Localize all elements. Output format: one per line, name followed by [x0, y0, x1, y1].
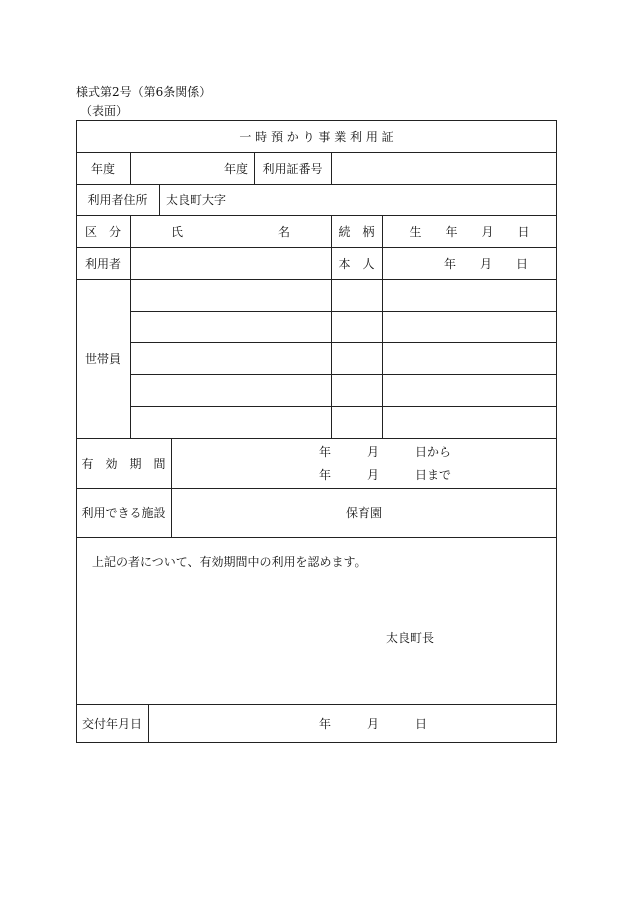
cert-number-label: 利用証番号: [262, 161, 323, 176]
approval-text: 上記の者について、有効期間中の利用を認めます。: [92, 554, 367, 569]
user-birth: 年 月 日: [444, 256, 529, 271]
col-birth: 生 年 月 日: [409, 224, 530, 239]
form-number: 様式第2号（第6条関係）: [76, 85, 212, 99]
side-label: （表面）: [80, 104, 129, 118]
row-divider: [130, 311, 557, 312]
row-divider: [130, 406, 557, 407]
user-relation: 本 人: [338, 256, 375, 271]
validity-label: 有 効 期 間: [81, 456, 166, 471]
issue-date-label: 交付年月日: [81, 717, 142, 731]
col-divider: [130, 152, 131, 184]
fiscal-year-suffix: 年度: [224, 161, 249, 176]
col-divider: [148, 704, 149, 743]
col-divider: [331, 152, 332, 184]
col-divider: [130, 215, 131, 438]
col-relation: 続 柄: [338, 224, 375, 239]
col-name-1: 氏: [171, 224, 184, 239]
address-value: 太良町大字: [166, 193, 227, 207]
row-divider: [130, 374, 557, 375]
household-label: 世帯員: [84, 352, 121, 366]
user-label: 利用者: [84, 256, 121, 271]
col-divider: [382, 215, 383, 438]
facility-label: 利用できる施設: [81, 506, 166, 520]
row-divider: [130, 342, 557, 343]
col-divider: [159, 184, 160, 215]
address-label: 利用者住所: [87, 193, 148, 207]
issue-date-value: 年 月 日: [319, 717, 428, 731]
col-name-2: 名: [278, 224, 291, 239]
validity-to: 年 月 日まで: [319, 467, 452, 482]
fiscal-year-label: 年度: [90, 161, 115, 176]
certificate-title: 一 時 預 か り 事 業 利 用 証: [239, 129, 394, 144]
col-category: 区 分: [84, 224, 121, 239]
validity-from: 年 月 日から: [319, 444, 452, 459]
row-divider: [76, 279, 557, 280]
row-divider: [76, 537, 557, 538]
issuer: 太良町長: [386, 630, 435, 645]
facility-value: 保育園: [345, 506, 382, 520]
